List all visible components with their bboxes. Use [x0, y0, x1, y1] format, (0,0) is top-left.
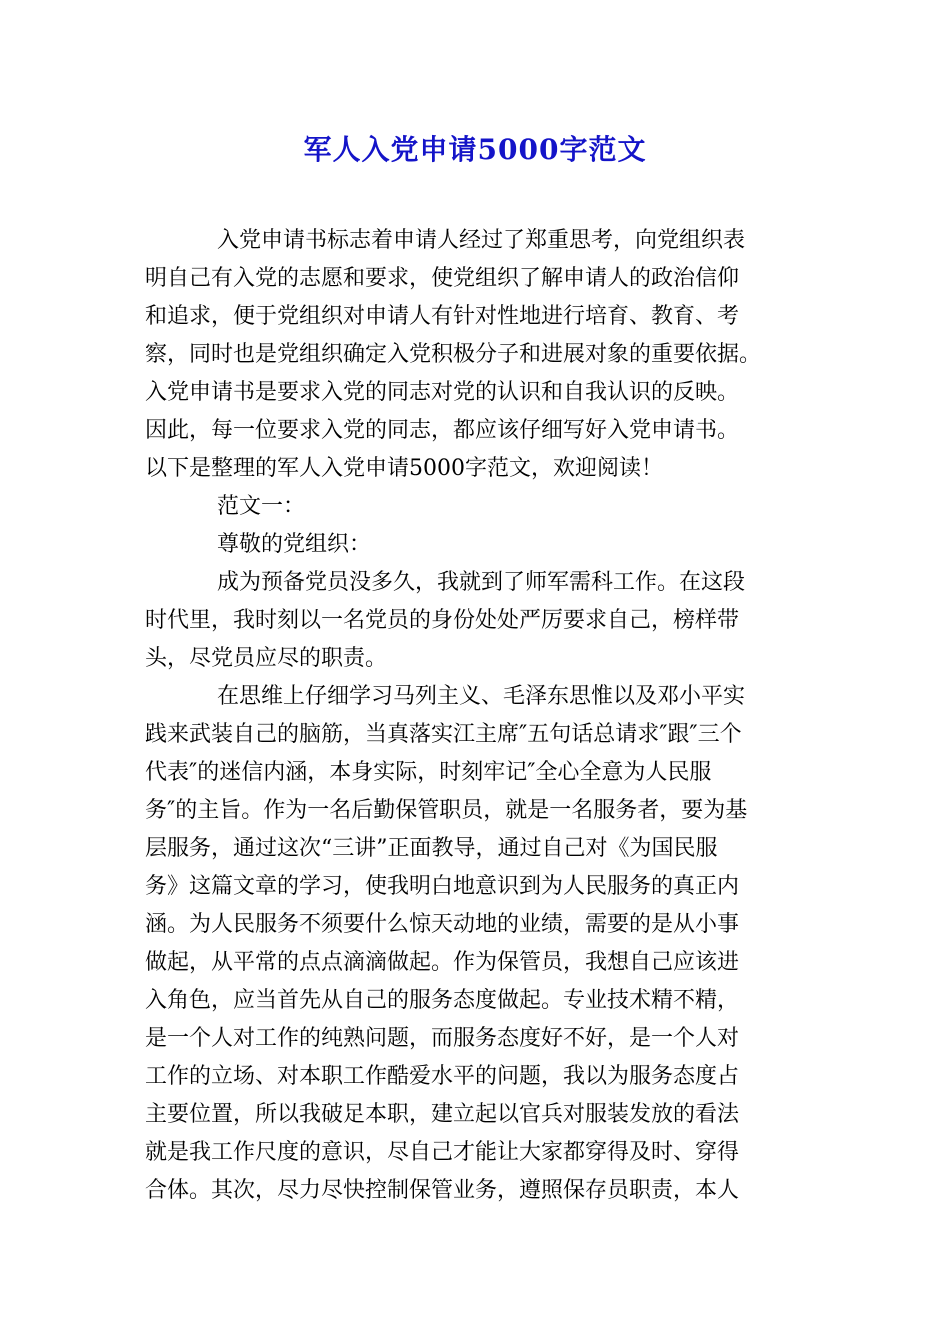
text-line: 务″的主旨。作为一名后勤保管职员，就是一名服务者，要为基 — [145, 798, 748, 823]
text-line: 察，同时也是党组织确定入党积极分子和进展对象的重要依据。 — [145, 342, 762, 367]
text-line: 是一个人对工作的纯熟问题，而服务态度好不好，是一个人对 — [145, 1026, 740, 1051]
text-line: 在思维上仔细学习马列主义、毛泽东思惟以及邓小平实 — [217, 684, 746, 709]
text-line: 成为预备党员没多久，我就到了师军需科工作。在这段 — [217, 570, 746, 595]
text-line: 践来武装自己的脑筋，当真落实江主席″五句话总请求″跟″三个 — [145, 722, 742, 747]
text-line: 涵。为人民服务不须要什么惊天动地的业绩，需要的是从小事 — [145, 912, 740, 937]
text-line: 和追求，便于党组织对申请人有针对性地进行培育、教育、考 — [145, 304, 740, 329]
text-line: 工作的立场、对本职工作酷爱水平的问题，我以为服务态度占 — [145, 1064, 740, 1089]
text-line: 务》这篇文章的学习，使我明白地意识到为人民服务的真正内 — [145, 874, 740, 899]
text-line: 做起，从平常的点点滴滴做起。作为保管员，我想自己应该进 — [145, 950, 740, 975]
text-line: 主要位置，所以我破足本职，建立起以官兵对服装发放的看法 — [145, 1102, 740, 1127]
text-line: 入党申请书是要求入党的同志对党的认识和自我认识的反映。 — [145, 380, 740, 405]
text-line: 头，尽党员应尽的职责。 — [145, 646, 388, 671]
text-line: 入党申请书标志着申请人经过了郑重思考，向党组织表 — [217, 228, 746, 253]
text-line: 层服务，通过这次“三讲”正面教导，通过自己对《为国民服 — [145, 836, 718, 861]
text-line: 合体。其次，尽力尽快控制保管业务，遵照保存员职责，本人 — [145, 1178, 740, 1203]
text-line: 明自己有入党的志愿和要求，使党组织了解申请人的政治信仰 — [145, 266, 740, 291]
text-line: 代表″的迷信内涵，本身实际，时刻牢记″全心全意为人民服 — [145, 760, 712, 785]
text-line: 以下是整理的军人入党申请5000字范文，欢迎阅读！ — [145, 456, 663, 481]
text-line: 尊敬的党组织： — [217, 532, 372, 557]
text-line: 时代里，我时刻以一名党员的身份处处严厉要求自己，榜样带 — [145, 608, 740, 633]
text-line: 就是我工作尺度的意识，尽自己才能让大家都穿得及时、穿得 — [145, 1140, 740, 1165]
text-line: 入角色，应当首先从自己的服务态度做起。专业技术精不精， — [145, 988, 740, 1013]
text-line: 范文一： — [217, 494, 306, 519]
document-body — [145, 222, 810, 1210]
document-title: 军人入党申请5000字范文 — [303, 133, 647, 166]
text-line: 因此，每一位要求入党的同志，都应该仔细写好入党申请书。 — [145, 418, 740, 443]
